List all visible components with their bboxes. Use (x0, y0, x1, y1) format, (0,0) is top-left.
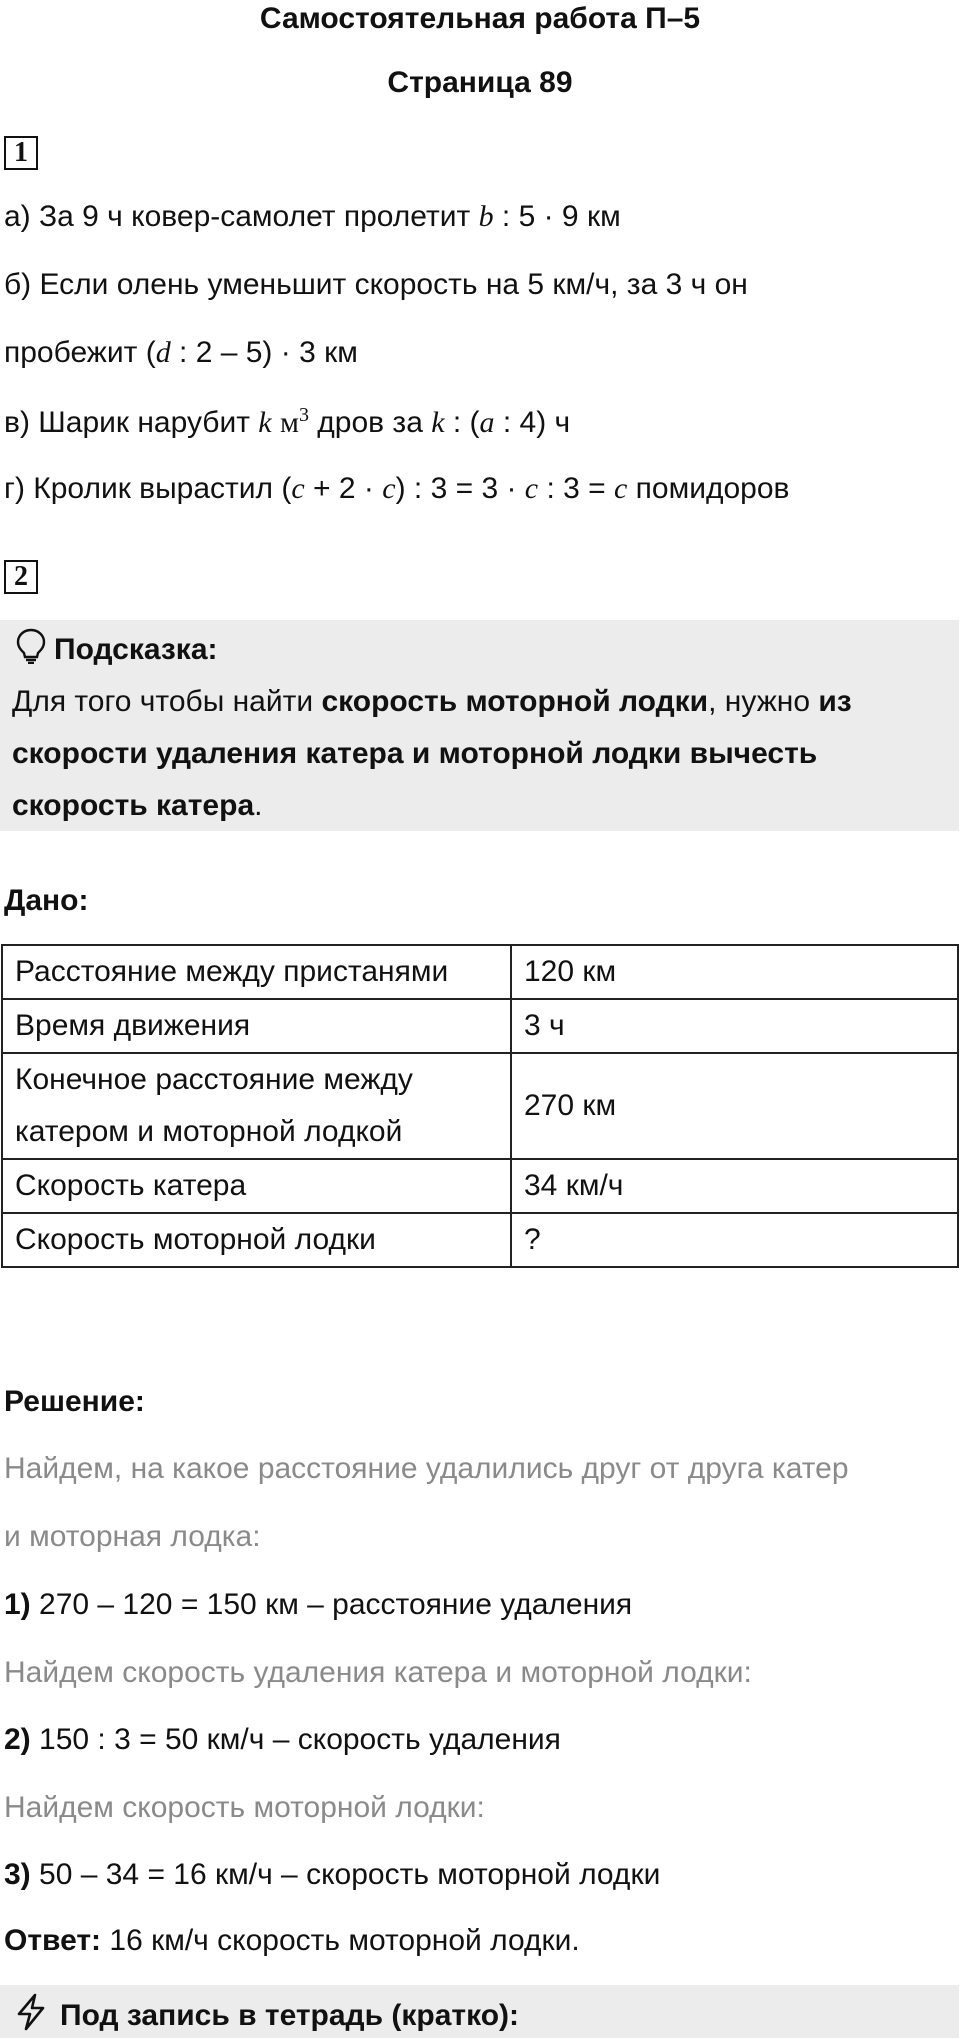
table-row (2, 945, 958, 999)
lightning-icon (14, 1993, 48, 2039)
table-row (2, 999, 958, 1053)
given-value: 34 км/ч (511, 1159, 958, 1213)
given-table (1, 944, 959, 1268)
task1-item-c: в) Шарик нарубит k $м^3$ дров за k : (a : 4) ч (4, 404, 571, 439)
answer-line: Ответ: 16 км/ч скорость моторной лодки. (4, 1924, 580, 1957)
solution-comment-3: Найдем скорость моторной лодки: (4, 1791, 485, 1824)
given-name: Скорость катера (2, 1159, 511, 1213)
task1-item-a: а) За 9 ч ковер-самолет пролетит b : 5 · 9 км (4, 200, 621, 233)
task-number-1: 1 (4, 136, 38, 170)
task1-item-b-line2: пробежит (d : 2 – 5) · 3 км (4, 336, 358, 369)
given-value: ? (511, 1213, 958, 1267)
given-value: 3 ч (511, 999, 958, 1053)
task1-item-d: г) Кролик вырастил (c + 2 · c) : 3 = 3 · c : 3 = c помидоров (4, 472, 790, 505)
given-name: Скорость моторной лодки (2, 1213, 511, 1267)
hint-header (16, 628, 218, 672)
solution-step-1: 1) 270 – 120 = 150 км – расстояние удаления (4, 1588, 633, 1621)
given-label: Дано: (4, 884, 89, 917)
solution-step-2: 2) 150 : 3 = 50 км/ч – скорость удаления (4, 1723, 561, 1756)
solution-step-3: 3) 50 – 34 = 16 км/ч – скорость моторной лодки (4, 1858, 661, 1891)
solution-comment-2: Найдем скорость удаления катера и моторной лодки: (4, 1656, 752, 1689)
given-value: 120 км (511, 945, 958, 999)
table-row (2, 1159, 958, 1213)
page-number: Страница 89 (387, 66, 573, 99)
given-value: 270 км (511, 1053, 958, 1159)
notebook-title: Под запись в тетрадь (кратко): (60, 1999, 520, 2032)
given-name: Конечное расстояние между катером и моторной лодкой (2, 1053, 511, 1159)
page-title: Самостоятельная работа П–5 (259, 2, 701, 35)
given-name: Время движения (2, 999, 511, 1053)
hint-title: Подсказка: (54, 633, 218, 666)
lightbulb-icon (16, 628, 46, 672)
solution-label: Решение: (4, 1385, 145, 1418)
solution-comment-1a: Найдем, на какое расстояние удалились друг от друга катер (4, 1452, 849, 1485)
table-row (2, 1053, 958, 1159)
hint-text: Для того чтобы найти скорость моторной лодки, нужно из скорости удаления катера и моторной лодки вычесть скорость катера. (12, 685, 852, 822)
notebook-bar (0, 1985, 959, 2038)
table-row (2, 1213, 958, 1267)
hint-box (0, 620, 959, 831)
given-name: Расстояние между пристанями (2, 945, 511, 999)
solution-comment-1b: и моторная лодка: (4, 1520, 261, 1553)
task1-item-b-line1: б) Если олень уменьшит скорость на 5 км/ч, за 3 ч он (4, 268, 748, 301)
task-number-2: 2 (4, 560, 38, 594)
